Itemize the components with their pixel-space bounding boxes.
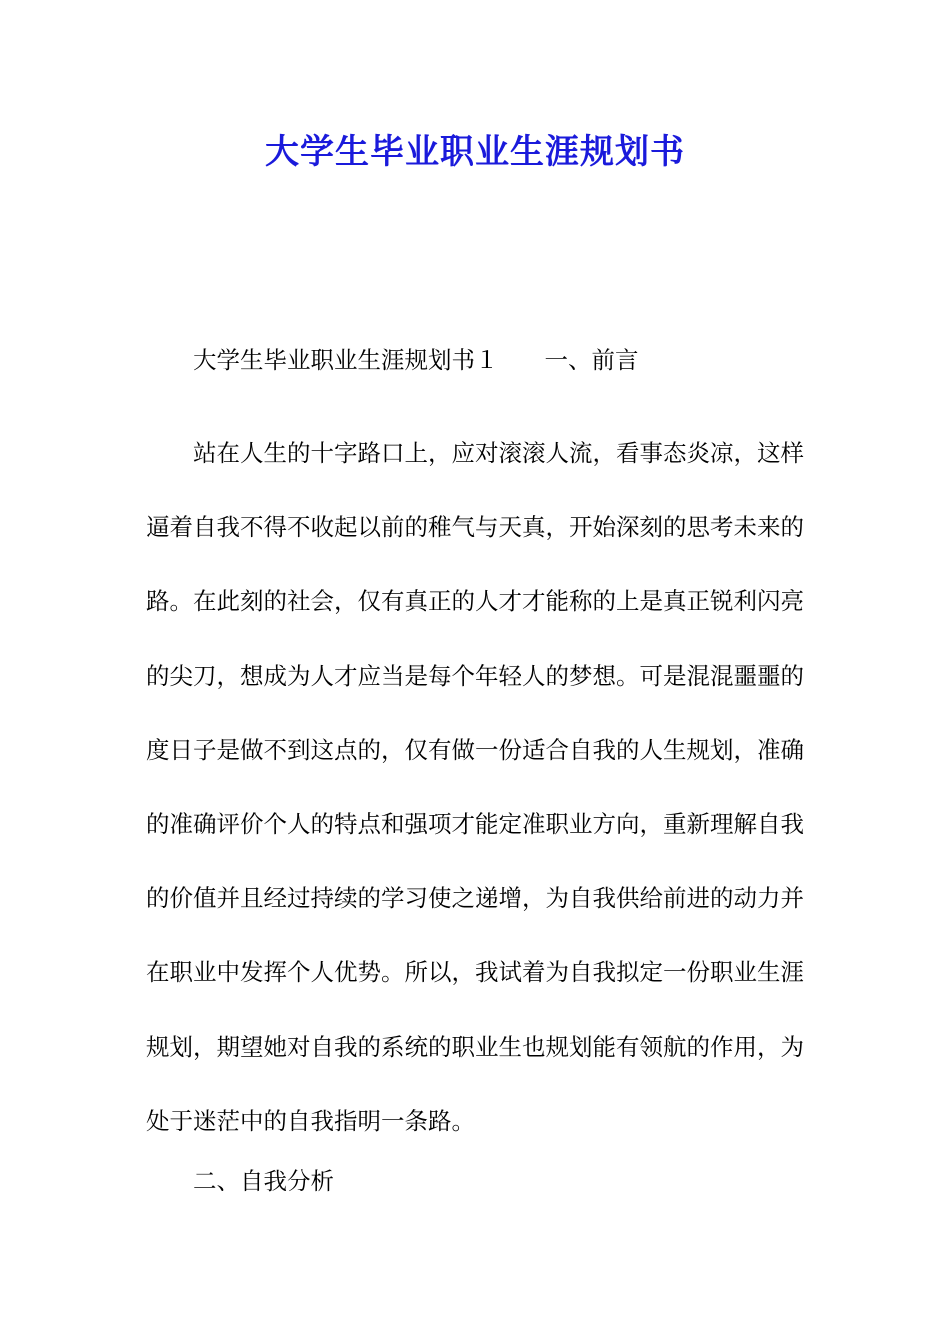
intro-paragraph: 站在人生的十字路口上，应对滚滚人流，看事态炎凉，这样逼着自我不得不收起以前的稚气与天真，开始深刻的思考未来的路。在此刻的社会，仅有真正的人才才能称的上是真正锐利闪亮的尖刀，想成为人才应当是每个年轻人的梦想。可是混混噩噩的度日子是做不到这点的，仅有做一份适合自我的人生规划，准确的准确评价个人的特点和强项才能定准职业方向，重新理解自我的价值并且经过持续的学习使之递增，为自我供给前进的动力并在职业中发挥个人优势。所以，我试着为自我拟定一份职业生涯规划，期望她对自我的系统的职业生也规划能有领航的作用，为处于迷茫中的自我指明一条路。 <box>146 439 804 1135</box>
document-subtitle-line <box>193 340 639 380</box>
section-two-heading: 二、自我分析 <box>193 1167 334 1195</box>
document-subtitle: 大学生毕业职业生涯规划书１ <box>193 346 499 374</box>
intro-heading: 一、前言 <box>544 346 639 374</box>
page-title: 大学生毕业职业生涯规划书 <box>265 132 685 172</box>
